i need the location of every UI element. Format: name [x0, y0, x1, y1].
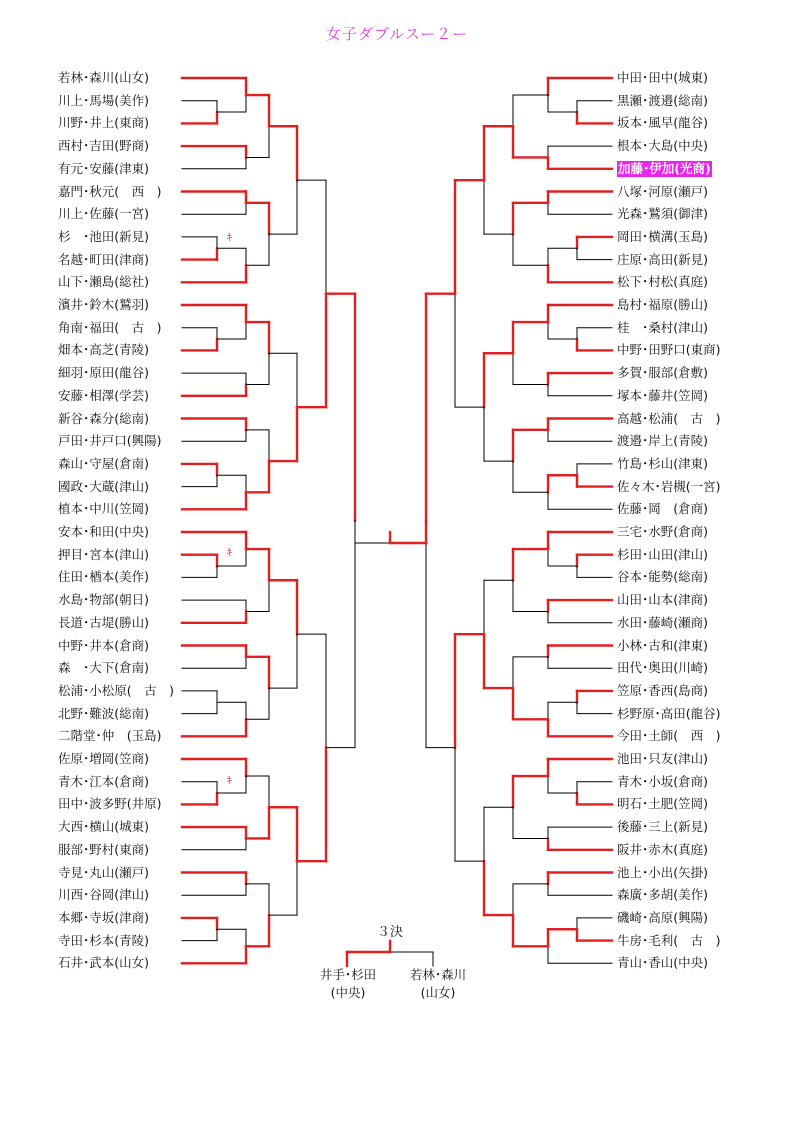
third-place-winner-school: (中央) [330, 985, 366, 1000]
forfeit-mark: ｷ [227, 776, 232, 787]
right-entry: 佐々木･岩槻(一宮) [617, 478, 721, 494]
left-entry: 森山･守屋(倉南) [58, 455, 150, 471]
left-entry: 國政･大蔵(津山) [58, 478, 150, 494]
third-place-winner [303, 966, 393, 1002]
right-entry: 中野･田野口(東商) [617, 342, 721, 358]
right-entry: 森廣･多胡(美作) [617, 887, 709, 903]
right-entry: 中田･田中(城東) [617, 70, 709, 85]
forfeit-mark: ｷ [227, 548, 232, 559]
right-entry: 三宅･水野(倉商) [617, 524, 709, 539]
left-entry: 角南･福田( 古 ) [58, 319, 162, 335]
left-entry: 川野･井上(東商) [58, 115, 150, 131]
third-place-loser-names: 若林･森川 [409, 967, 467, 982]
right-entry: 八塚･河原(瀬戸) [617, 183, 709, 199]
left-entry: 細羽･原田(龍谷) [58, 365, 150, 381]
left-entry: 寺見･丸山(瀬戸) [58, 864, 150, 880]
left-entry: 長道･古堤(勝山) [58, 614, 150, 630]
left-entry: 西村･吉田(野商) [58, 138, 150, 154]
left-entry: 戸田･井戸口(興陽) [58, 433, 162, 449]
left-entry: 嘉門･秋元( 西 ) [58, 183, 162, 199]
right-entry: 牛房･毛利( 古 ) [617, 932, 721, 948]
left-entry: 二階堂･仲 (玉島) [58, 728, 162, 744]
right-entry: 島村･福原(勝山) [617, 297, 709, 312]
right-entry: 佐藤･岡 (倉商) [617, 501, 709, 517]
right-entry: 阪井･赤木(真庭) [617, 841, 709, 857]
right-entry: 庄原･高田(新見) [617, 251, 709, 267]
left-entry: 押目･宮本(津山) [58, 546, 150, 562]
left-entry: 若林･森川(山女) [58, 70, 150, 85]
right-entry: 池上･小出(矢掛) [617, 864, 709, 880]
left-entry: 名越･町田(津商) [58, 251, 150, 267]
left-entry: 川西･谷岡(津山) [58, 887, 150, 903]
right-entry: 水田･藤崎(瀬商) [617, 614, 709, 630]
right-entry: 竹島･杉山(津東) [617, 455, 709, 471]
left-entry: 本郷･寺坂(津商) [58, 909, 150, 925]
left-entry: 中野･井本(倉商) [58, 637, 150, 653]
right-entry: 渡邉･岸上(青陵) [617, 433, 709, 449]
third-place-title: ３決 [376, 925, 403, 940]
third-place-loser-school: (山女) [420, 985, 456, 1000]
right-entry: 谷本･能勢(総南) [617, 569, 709, 585]
left-entry: 山下･瀬島(総社) [58, 274, 150, 290]
left-entry: 安本･和田(中央) [58, 524, 150, 539]
left-entry: 北野･難波(総南) [58, 705, 150, 721]
right-entry: 今田･土師( 西 ) [617, 728, 721, 744]
right-entry: 高越･松浦( 古 ) [617, 410, 721, 426]
left-entry: 植本･中川(笠岡) [58, 501, 150, 517]
right-entry: 多賀･服部(倉敷) [617, 365, 709, 381]
left-entry: 青木･江本(倉商) [58, 773, 150, 789]
left-entry: 田中･波多野(井原) [58, 796, 162, 812]
right-entry: 加藤･伊加(光商) [618, 160, 711, 176]
right-entry: 光森･鷲須(御津) [617, 206, 709, 222]
left-entry: 松浦･小松原( 古 ) [58, 682, 175, 698]
right-entry: 青木･小坂(倉商) [617, 773, 709, 789]
right-entry: 小林･古和(津東) [617, 637, 709, 653]
left-entry: 安藤･相澤(学芸) [58, 387, 150, 403]
right-entry: 山田･山本(津商) [617, 592, 709, 608]
left-entry: 畑本･高芝(青陵) [58, 342, 150, 358]
page-title: 女子ダブルスー２ー [325, 25, 469, 43]
right-entry: 明石･土肥(笠岡) [617, 796, 709, 812]
left-entry: 佐原･増岡(笠商) [58, 751, 150, 766]
right-entry: 後藤･三上(新見) [617, 819, 709, 835]
right-entry: 塚本･藤井(笠岡) [617, 387, 709, 403]
forfeit-mark: ｷ [227, 233, 232, 244]
left-entry: 濱井･鈴木(鷲羽) [58, 297, 150, 312]
right-entry: 田代･奥田(川崎) [617, 660, 709, 676]
left-entry: 川上･佐藤(一宮) [58, 206, 150, 222]
right-entry: 松下･村松(真庭) [617, 274, 709, 290]
left-entry: 石井･武本(山女) [58, 955, 150, 971]
left-entry: 寺田･杉本(青陵) [58, 932, 150, 948]
right-entry: 杉田･山田(津山) [617, 546, 709, 562]
right-entry: 黒瀬･渡邉(総南) [617, 92, 709, 108]
right-entry: 磯崎･高原(興陽) [617, 909, 709, 925]
left-entry: 大西･横山(城東) [58, 819, 150, 835]
left-entry: 有元･安藤(津東) [58, 160, 150, 176]
right-entry: 青山･香山(中央) [617, 955, 709, 971]
right-entry: 杉野原･高田(龍谷) [617, 705, 721, 721]
left-entry: 森 ･大下(倉南) [58, 660, 150, 676]
third-place-winner-names: 井手･杉田 [319, 967, 377, 982]
left-entry: 杉 ･池田(新見) [58, 228, 150, 244]
right-entry: 根本･大島(中央) [617, 138, 709, 154]
right-entry: 坂本･風早(龍谷) [617, 115, 709, 131]
right-entry: 池田･只友(津山) [617, 751, 709, 766]
right-entry: 桂 ･桑村(津山) [617, 319, 709, 335]
third-place-loser [393, 966, 483, 1002]
left-entry: 服部･野村(東商) [58, 841, 150, 857]
left-entry: 川上･馬場(美作) [58, 92, 150, 108]
right-entry: 笠原･香西(島商) [617, 682, 709, 698]
left-entry: 水島･物部(朝日) [58, 592, 150, 608]
right-entry: 岡田･横溝(玉島) [617, 228, 709, 244]
left-entry: 住田･楢本(美作) [58, 569, 150, 585]
left-entry: 新谷･森分(総南) [58, 410, 150, 426]
